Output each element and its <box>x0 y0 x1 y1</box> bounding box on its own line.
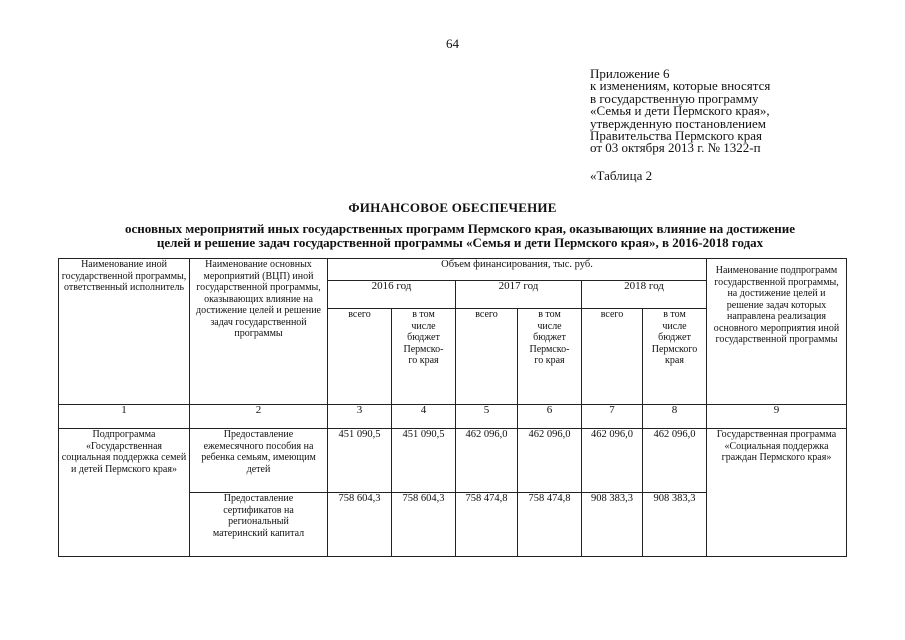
appendix-line: утвержденную постановлением <box>590 115 767 131</box>
value-cell: 451 090,5 <box>392 429 456 493</box>
column-number: 5 <box>456 405 518 429</box>
column-number: 8 <box>643 405 707 429</box>
value-cell: 462 096,0 <box>518 429 582 493</box>
appendix-note <box>590 68 770 155</box>
value-cell: 758 474,8 <box>456 493 518 557</box>
value-cell: 758 604,3 <box>328 493 392 557</box>
header-regional-budget: в том числе бюджет Пермско-го края <box>392 309 456 405</box>
appendix-line: в государственную программу <box>590 90 759 106</box>
header-year-2018: 2018 год <box>582 281 707 309</box>
header-measures: Наименование основных мероприятий (ВЦП) иной государственной программы, оказывающих влияние на достижение целей и решение задач государственной программы <box>190 259 328 405</box>
measure-name: Предоставление сертификатов на региональный материнский капитал <box>190 493 328 557</box>
column-number: 1 <box>59 405 190 429</box>
value-cell: 758 604,3 <box>392 493 456 557</box>
document-title: ФИНАНСОВОЕ ОБЕСПЕЧЕНИЕ <box>348 200 557 215</box>
value-cell: 908 383,3 <box>582 493 643 557</box>
column-number: 4 <box>392 405 456 429</box>
appendix-line: от 03 октября 2013 г. № 1322-п <box>590 140 761 156</box>
column-number: 3 <box>328 405 392 429</box>
header-total: всего <box>456 309 518 405</box>
document-subtitle <box>60 222 860 250</box>
value-cell: 462 096,0 <box>582 429 643 493</box>
column-number: 9 <box>707 405 847 429</box>
header-other-program: Наименование иной государственной программы, ответственный исполнитель <box>59 259 190 405</box>
subtitle-line: основных мероприятий иных государственных программ Пермского края, оказывающих влияние на достижение <box>125 221 795 236</box>
header-regional-budget: в том числе бюджет Пермского края <box>643 309 707 405</box>
appendix-line: к изменениям, которые вносятся <box>590 78 771 94</box>
column-number: 6 <box>518 405 582 429</box>
measure-name: Предоставление ежемесячного пособия на ребенка семьям, имеющим детей <box>190 429 328 493</box>
header-year-2016: 2016 год <box>328 281 456 309</box>
header-total: всего <box>582 309 643 405</box>
appendix-line: Приложение 6 <box>590 66 670 81</box>
header-funding: Объем финансирования, тыс. руб. <box>328 259 707 281</box>
appendix-line: «Семья и дети Пермского края», <box>590 103 770 119</box>
program-name: Подпрограмма «Государственная социальная поддержка семей и детей Пермского края» <box>59 429 190 557</box>
appendix-line: Правительства Пермского края <box>590 128 762 144</box>
column-number: 7 <box>582 405 643 429</box>
subprogram-name: Государственная программа «Социальная поддержка граждан Пермского края» <box>707 429 847 557</box>
value-cell: 758 474,8 <box>518 493 582 557</box>
financing-table <box>58 258 847 557</box>
page-number: 64 <box>446 36 459 51</box>
header-regional-budget: в том числе бюджет Пермско-го края <box>518 309 582 405</box>
header-subprograms: Наименование подпрограмм государственной программы, на достижение целей и решение задач которых направлена реализация основного мероприятия иной государственной программы <box>707 259 847 405</box>
subtitle-line: целей и решение задач государственной программы «Семья и дети Пермского края», в 2016-2018 годах <box>156 235 764 250</box>
column-number: 2 <box>190 405 328 429</box>
value-cell: 908 383,3 <box>643 493 707 557</box>
value-cell: 462 096,0 <box>456 429 518 493</box>
value-cell: 462 096,0 <box>643 429 707 493</box>
value-cell: 451 090,5 <box>328 429 392 493</box>
table-label: «Таблица 2 <box>590 168 653 183</box>
header-year-2017: 2017 год <box>456 281 582 309</box>
header-total: всего <box>328 309 392 405</box>
